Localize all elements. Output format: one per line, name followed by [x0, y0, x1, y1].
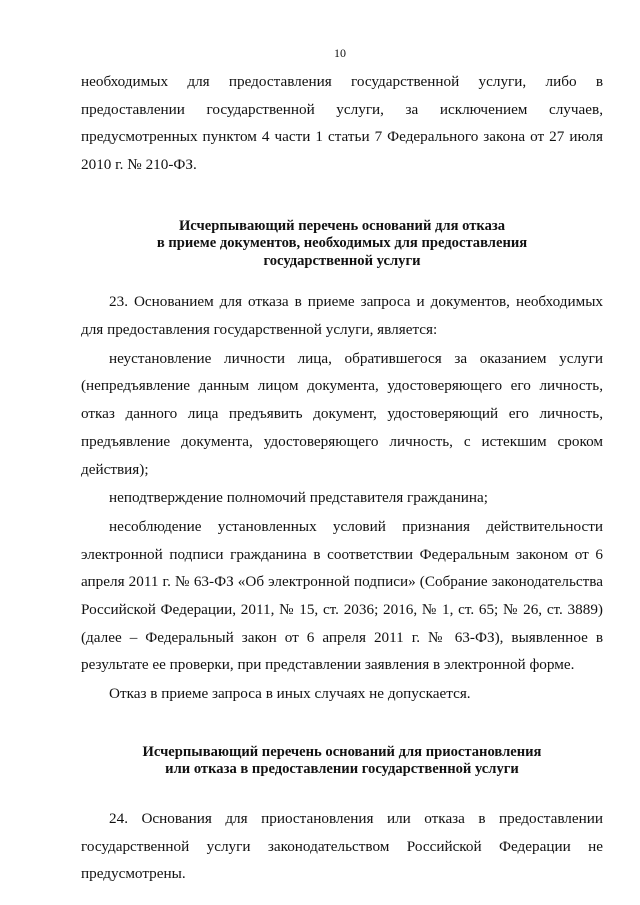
- paragraph-authority: неподтверждение полномочий представителя гражданина;: [109, 489, 488, 507]
- paragraph-no-other-refusal: Отказ в приеме запроса в иных случаях не допускается.: [109, 685, 471, 703]
- heading-line: государственной услуги: [263, 252, 421, 269]
- heading-line: в приеме документов, необходимых для предоставления: [156, 235, 528, 252]
- heading-line: Исчерпывающий перечень оснований для отказа: [178, 217, 506, 234]
- heading-line: или отказа в предоставлении государственной услуги: [165, 761, 519, 778]
- document-body: [81, 68, 603, 888]
- paragraph-signature: несоблюдение установленных условий признания действительности электронной подписи гражданина в соответствии Федеральным законом от 6 апреля 2011 г. № 63-ФЗ «Об электронной подписи» (Собрание законодательства Российской Федерации, 2011, № 15, ст. 2036; 2016, № 1, ст. 65; № 26, ст. 3889) (далее – Федеральный закон от 6 апреля 2011 г. № 63-ФЗ), выявленное в результате ее проверки, при представлении заявления в электронной форме.: [81, 517, 603, 674]
- paragraph-continuation: необходимых для предоставления государственной услуги, либо в предоставлении государственной услуги, за исключением случаев, предусмотренных пунктом 4 части 1 статьи 7 Федерального закона от 27 июля 2010 г. № 210-ФЗ.: [81, 73, 603, 174]
- paragraph-identity: неустановление личности лица, обратившегося за оказанием услуги (непредъявление данным лицом документа, удостоверяющего его личность, отказ данного лица предъявить документ, удостоверяющий его личность, предъявление документа, удостоверяющего личность, с истекшим сроком действия);: [81, 349, 603, 478]
- paragraph-item-23: 23. Основанием для отказа в приеме запроса и документов, необходимых для предоставления государственной услуги, является:: [81, 293, 603, 339]
- paragraph-item-24: 24. Основания для приостановления или отказа в предоставлении государственной услуги законодательством Российской Федерации не предусмотрены.: [81, 809, 603, 883]
- section-heading-suspension-grounds: [81, 744, 603, 779]
- section-heading-refusal-grounds: [81, 218, 603, 271]
- page-number: 10: [334, 46, 346, 60]
- heading-line: Исчерпывающий перечень оснований для приостановления: [142, 743, 542, 760]
